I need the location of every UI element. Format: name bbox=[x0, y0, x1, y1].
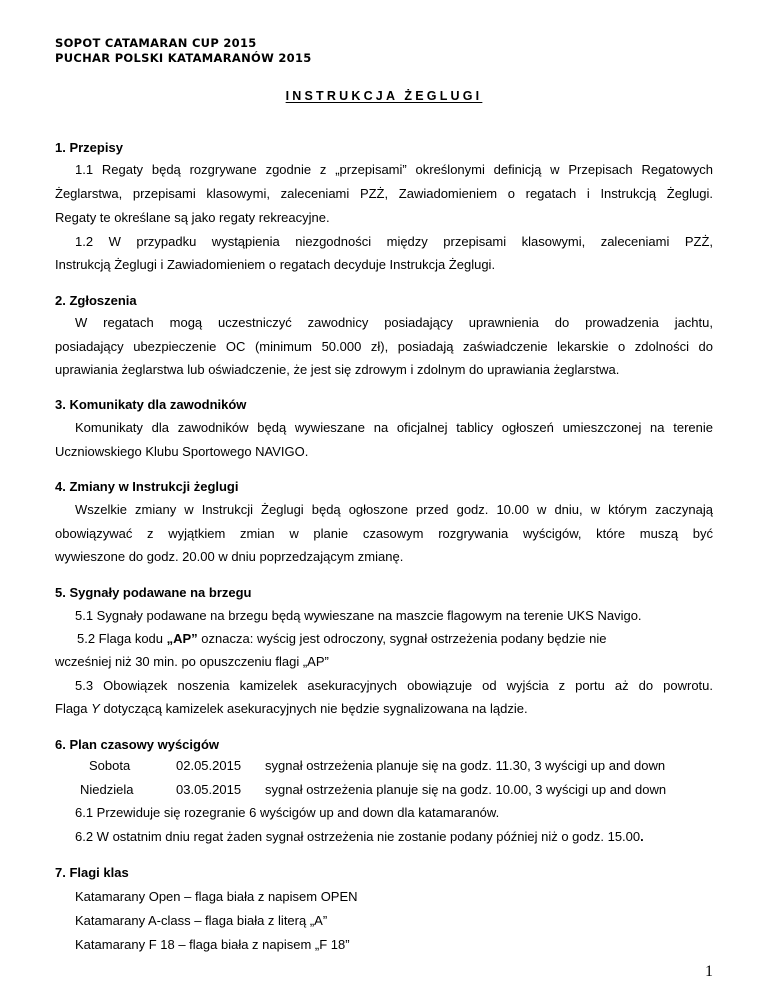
section-1-2-line-2: Instrukcją Żeglugi i Zawiadomieniem o regatach decyduje Instrukcja Żeglugi. bbox=[55, 257, 496, 272]
schedule-day-2: Niedziela bbox=[80, 782, 134, 797]
section-2-line-2: posiadający ubezpieczenie OC (minimum 50.000 zł), posiadają zaświadczenie lekarskie o zdolności do bbox=[55, 339, 713, 354]
class-flag-item: Katamarany A-class – flaga biała z literą „A” bbox=[75, 913, 328, 928]
section-5-3-prefix: Flaga bbox=[55, 701, 92, 716]
section-4-line-1: Wszelkie zmiany w Instrukcji Żeglugi będą ogłoszone przed godz. 10.00 w dniu, w którym zaczynają bbox=[75, 502, 713, 517]
flag-y-code: Y bbox=[91, 701, 100, 716]
class-flag-item: Katamarany F 18 – flaga biała z napisem „F 18” bbox=[75, 937, 350, 952]
section-1-1-line-3: Regaty te określane są jako regaty rekreacyjne. bbox=[55, 210, 330, 225]
section-4-line-2: obowiązywać z wyjątkiem zmian w planie czasowym rozgrywania wyścigów, które muszą być bbox=[55, 526, 713, 541]
section-6-2-text: 6.2 W ostatnim dniu regat żaden sygnał ostrzeżenia nie zostanie podany później niż o godz. 15.00 bbox=[75, 829, 641, 844]
section-6-1: 6.1 Przewiduje się rozegranie 6 wyścigów up and down dla katamaranów. bbox=[75, 805, 500, 820]
section-1-heading: 1. Przepisy bbox=[55, 140, 123, 155]
document-title: INSTRUKCJA ŻEGLUGI bbox=[285, 89, 483, 103]
section-6-2 bbox=[75, 829, 644, 844]
section-2-line-3: uprawiania żeglarstwa lub oświadczenie, że jest się zdrowym i zdolnym do uprawiania żeglarstwa. bbox=[55, 362, 620, 377]
section-5-3-rest: dotyczącą kamizelek asekuracyjnych nie będzie sygnalizowana na lądzie. bbox=[99, 701, 528, 716]
section-6-2-period: . bbox=[640, 829, 644, 844]
section-1-1-line-1: 1.1 Regaty będą rozgrywane zgodnie z „przepisami” określonymi definicją w Przepisach Regatowych bbox=[75, 162, 713, 177]
schedule-day-1: Sobota bbox=[89, 758, 131, 773]
section-5-heading: 5. Sygnały podawane na brzegu bbox=[55, 585, 252, 600]
section-1-2-line-1: 1.2 W przypadku wystąpienia niezgodności między przepisami klasowymi, zaleceniami PZŻ, bbox=[75, 234, 713, 249]
schedule-desc-2: sygnał ostrzeżenia planuje się na godz. 10.00, 3 wyścigi up and down bbox=[265, 782, 667, 797]
section-2-heading: 2. Zgłoszenia bbox=[55, 293, 137, 308]
page-number: 1 bbox=[705, 963, 713, 980]
section-3-line-1: Komunikaty dla zawodników będą wywieszane na oficjalnej tablicy ogłoszeń umieszczonej na terenie bbox=[75, 420, 713, 435]
flag-ap-code: „AP” bbox=[166, 631, 198, 646]
section-5-2-prefix: 5.2 Flaga kodu bbox=[77, 631, 167, 646]
section-3-line-2: Uczniowskiego Klubu Sportowego NAVIGO. bbox=[55, 444, 309, 459]
section-5-1: 5.1 Sygnały podawane na brzegu będą wywieszane na maszcie flagowym na terenie UKS Navigo. bbox=[75, 608, 642, 623]
section-3-heading: 3. Komunikaty dla zawodników bbox=[55, 397, 247, 412]
class-flag-item: Katamarany Open – flaga biała z napisem OPEN bbox=[75, 889, 358, 904]
section-5-2-line-2: wcześniej niż 30 min. po opuszczeniu flagi „AP” bbox=[55, 654, 329, 669]
section-4-line-3: wywieszone do godz. 20.00 w dniu poprzedzającym zmianę. bbox=[55, 549, 404, 564]
event-title: SOPOT CATAMARAN CUP 2015 bbox=[55, 36, 257, 50]
event-subtitle: PUCHAR POLSKI KATAMARANÓW 2015 bbox=[55, 51, 312, 65]
section-7-heading: 7. Flagi klas bbox=[55, 865, 129, 880]
schedule-desc-1: sygnał ostrzeżenia planuje się na godz. 11.30, 3 wyścigi up and down bbox=[265, 758, 666, 773]
schedule-date-2: 03.05.2015 bbox=[176, 782, 242, 797]
section-6-heading: 6. Plan czasowy wyścigów bbox=[55, 737, 220, 752]
section-5-3-line-2 bbox=[55, 701, 528, 716]
section-1-1-line-2: Żeglarstwa, przepisami klasowymi, zaleceniami PZŻ, Zawiadomieniem o regatach i Instrukcją Żeglugi. bbox=[55, 186, 713, 201]
section-2-line-1: W regatach mogą uczestniczyć zawodnicy posiadający uprawnienia do prowadzenia jachtu, bbox=[75, 315, 713, 330]
section-5-3-line-1: 5.3 Obowiązek noszenia kamizelek asekuracyjnych obowiązuje od wyjścia z portu aż do powrotu. bbox=[75, 678, 713, 693]
section-5-2-rest: oznacza: wyścig jest odroczony, sygnał ostrzeżenia podany będzie nie bbox=[197, 631, 607, 646]
schedule-date-1: 02.05.2015 bbox=[176, 758, 242, 773]
section-4-heading: 4. Zmiany w Instrukcji żeglugi bbox=[55, 479, 239, 494]
section-5-2-line-1 bbox=[77, 631, 606, 646]
